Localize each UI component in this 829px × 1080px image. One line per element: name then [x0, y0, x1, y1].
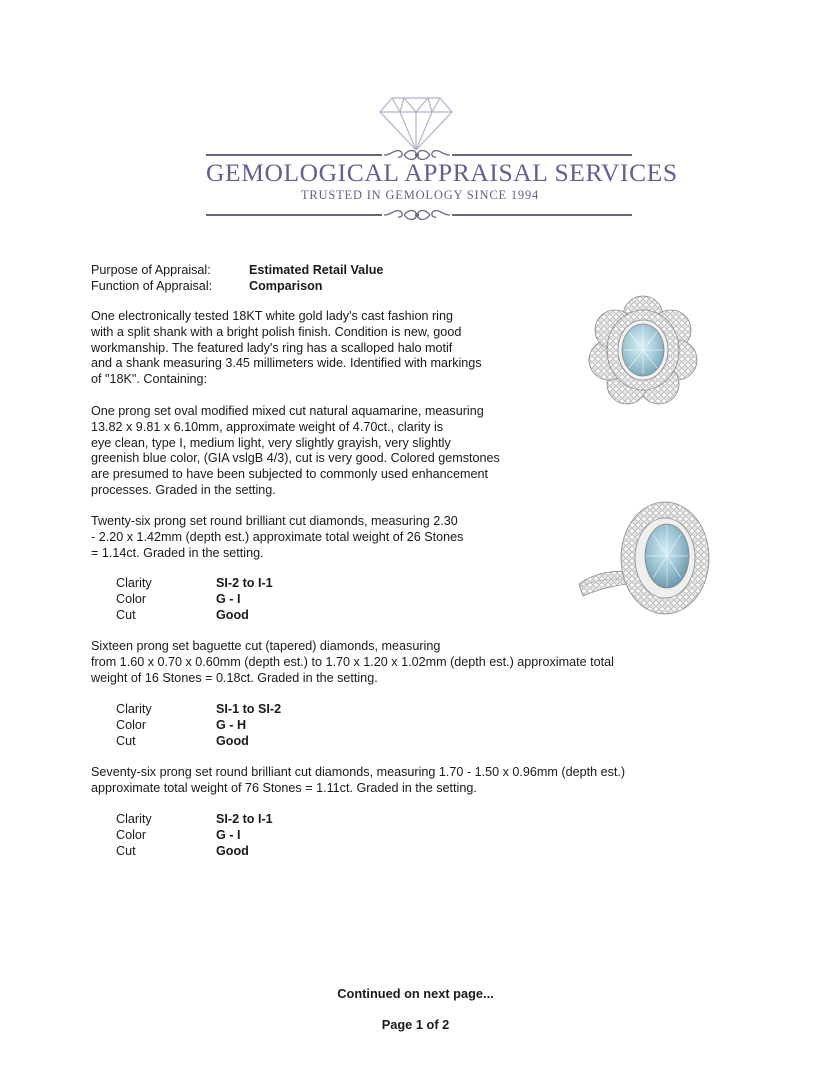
- text-line: weight of 16 Stones = 0.18ct. Graded in the setting.: [91, 670, 378, 685]
- grade-value: SI-1 to SI-2: [216, 702, 282, 716]
- grade-row: [116, 608, 273, 624]
- grade-label: Cut: [116, 843, 136, 858]
- text-line: One electronically tested 18KT white gold lady's cast fashion ring: [91, 309, 453, 323]
- text-line: processes. Graded in the setting.: [91, 482, 276, 497]
- grade-row: [116, 576, 273, 592]
- diamond-logo-icon: [378, 92, 454, 152]
- purpose-value: Estimated Retail Value: [249, 263, 384, 277]
- diamond-group-2-grades: [116, 702, 281, 749]
- text-line: from 1.60 x 0.70 x 0.60mm (depth est.) to 1.70 x 1.20 x 1.02mm (depth est.) approximate total: [91, 654, 614, 669]
- grade-row: [116, 734, 281, 750]
- header-bottom-rule: [206, 214, 382, 216]
- purpose-label: Purpose of Appraisal:: [91, 263, 211, 277]
- grade-label: Cut: [116, 607, 136, 622]
- text-line: approximate total weight of 76 Stones = 1.11ct. Graded in the setting.: [91, 780, 477, 795]
- grade-row: [116, 718, 281, 734]
- grade-label: Color: [116, 827, 147, 842]
- grade-value: Good: [216, 843, 249, 858]
- function-label: Function of Appraisal:: [91, 279, 213, 293]
- grade-value: SI-2 to I-1: [216, 812, 273, 826]
- grade-value: G - I: [216, 827, 241, 842]
- text-line: Seventy-six prong set round brilliant cut diamonds, measuring 1.70 - 1.50 x 0.96mm (depth est.): [91, 765, 626, 779]
- text-line: with a split shank with a bright polish finish. Condition is new, good: [91, 324, 462, 339]
- function-value: Comparison: [249, 279, 323, 293]
- grade-row: [116, 844, 273, 860]
- text-line: Sixteen prong set baguette cut (tapered) diamonds, measuring: [91, 639, 441, 653]
- grade-value: G - I: [216, 591, 241, 606]
- grade-value: G - H: [216, 717, 247, 732]
- text-line: of "18K". Containing:: [91, 372, 208, 387]
- text-line: and a shank measuring 3.45 millimeters wide. Identified with markings: [91, 356, 482, 371]
- text-line: eye clean, type I, medium light, very slightly grayish, very slightly: [91, 435, 451, 450]
- grade-label: Clarity: [116, 812, 152, 826]
- grade-row: [116, 828, 273, 844]
- header-top-rule: [206, 154, 382, 156]
- grade-label: Color: [116, 591, 147, 606]
- text-line: are presumed to have been subjected to commonly used enhancement: [91, 467, 488, 482]
- text-line: 13.82 x 9.81 x 6.10mm, approximate weight of 4.70ct., clarity is: [91, 419, 444, 434]
- ring-description: [91, 309, 482, 388]
- company-name: GEMOLOGICAL APPRAISAL SERVICES: [206, 158, 678, 187]
- text-line: = 1.14ct. Graded in the setting.: [91, 545, 264, 560]
- grade-value: Good: [216, 607, 249, 622]
- diamond-group-3-grades: [116, 812, 273, 859]
- ring-photo-top-view: [583, 290, 703, 410]
- grade-label: Clarity: [116, 576, 152, 590]
- text-line: One prong set oval modified mixed cut natural aquamarine, measuring: [91, 404, 484, 418]
- page-number: Page 1 of 2: [381, 1017, 450, 1032]
- diamond-group-1-grades: [116, 576, 273, 623]
- grade-value: Good: [216, 733, 249, 748]
- diamond-group-2-description: [91, 639, 614, 686]
- diamond-group-3-description: [91, 765, 625, 797]
- grade-label: Clarity: [116, 702, 152, 716]
- text-line: Twenty-six prong set round brilliant cut diamonds, measuring 2.30: [91, 514, 458, 528]
- grade-row: [116, 702, 281, 718]
- grade-label: Color: [116, 717, 147, 732]
- grade-value: SI-2 to I-1: [216, 576, 273, 590]
- text-line: greenish blue color, (GIA vslgB 4/3), cut is very good. Colored gemstones: [91, 451, 500, 466]
- text-line: workmanship. The featured lady's ring has a scalloped halo motif: [91, 340, 453, 355]
- grade-row: [116, 812, 273, 828]
- diamond-group-1-description: [91, 514, 463, 561]
- grade-label: Cut: [116, 733, 136, 748]
- text-line: - 2.20 x 1.42mm (depth est.) approximate total weight of 26 Stones: [91, 529, 464, 544]
- scroll-ornament-icon: [382, 207, 452, 223]
- continued-note: Continued on next page...: [337, 986, 494, 1001]
- grade-row: [116, 592, 273, 608]
- aquamarine-description: [91, 404, 500, 499]
- header-bottom-rule: [452, 214, 632, 216]
- company-tagline: TRUSTED IN GEMOLOGY SINCE 1994: [300, 188, 540, 202]
- header-top-rule: [452, 154, 632, 156]
- ring-photo-side-view: [575, 498, 715, 624]
